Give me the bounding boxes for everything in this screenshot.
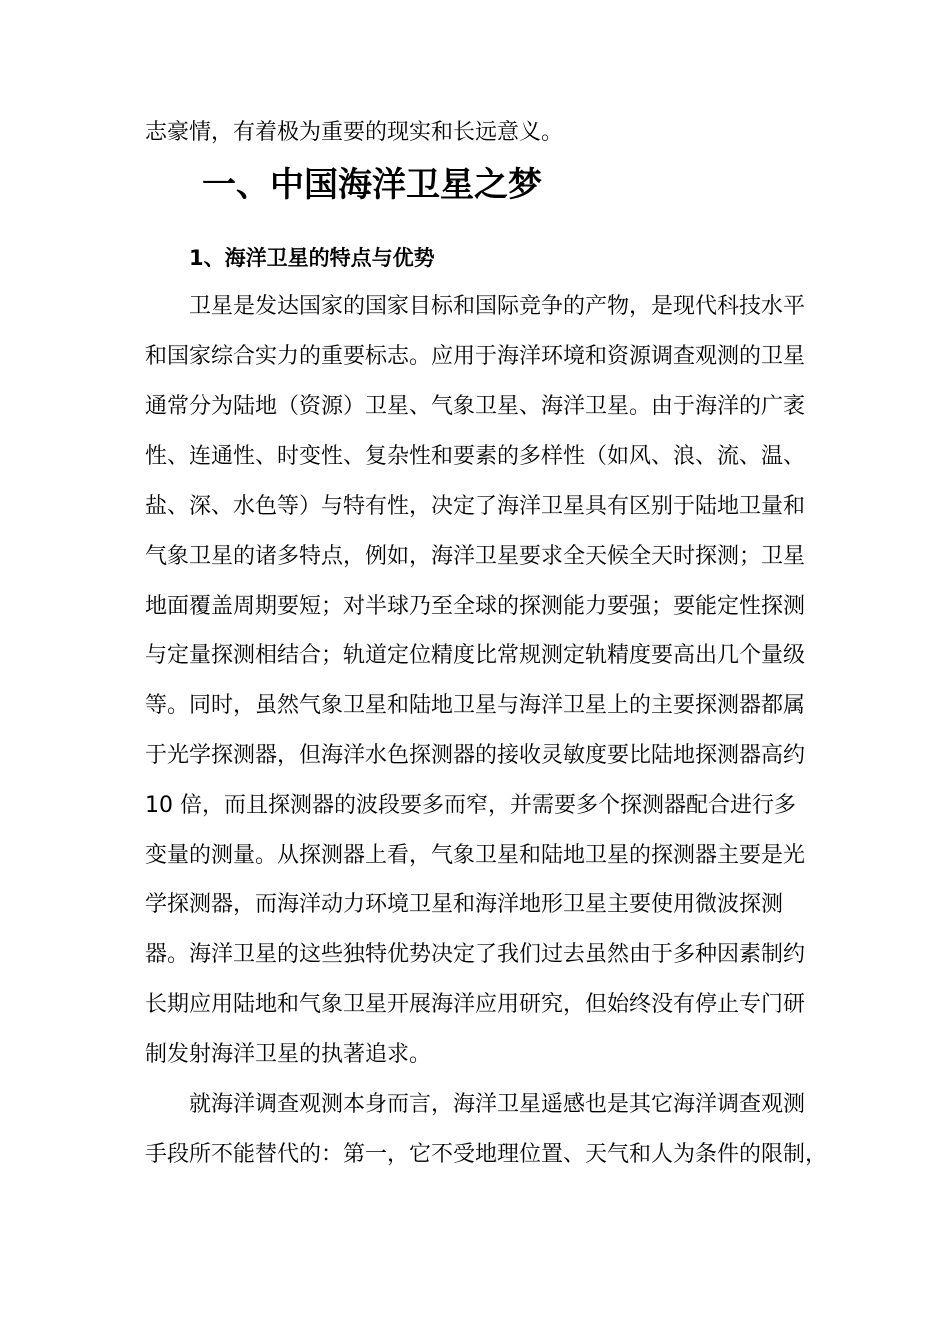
paragraph-line: 与定量探测相结合；轨道定位精度比常规测定轨精度要高出几个量级 [145, 643, 806, 668]
paragraph-line: 学探测器，而海洋动力环境卫星和海洋地形卫星主要使用微波探测 [145, 892, 784, 917]
paragraph-line: 制发射海洋卫星的执著追求。 [145, 1042, 432, 1067]
paragraph-line: 等。同时，虽然气象卫星和陆地卫星与海洋卫星上的主要探测器都属 [145, 693, 806, 718]
paragraph-line: 就海洋调查观测本身而言，海洋卫星遥感也是其它海洋调查观测 [189, 1092, 806, 1117]
subsection-heading: 1、海洋卫星的特点与优势 [189, 246, 435, 270]
paragraph-line: 于光学探测器，但海洋水色探测器的接收灵敏度要比陆地探测器高约 [145, 743, 806, 768]
paragraph-line: 10 倍，而且探测器的波段要多而窄，并需要多个探测器配合进行多 [145, 793, 796, 818]
paragraph-line: 和国家综合实力的重要标志。应用于海洋环境和资源调查观测的卫星 [145, 344, 806, 369]
paragraph-line: 通常分为陆地（资源）卫星、气象卫星、海洋卫星。由于海洋的广袤 [145, 394, 806, 419]
paragraph-line: 长期应用陆地和气象卫星开展海洋应用研究，但始终没有停止专门研 [145, 992, 806, 1017]
continuation-line: 志豪情，有着极为重要的现实和长远意义。 [145, 120, 564, 145]
paragraph-line: 手段所不能替代的：第一，它不受地理位置、天气和人为条件的限制， [145, 1142, 828, 1167]
paragraph-line: 盐、深、水色等）与特有性，决定了海洋卫星具有区别于陆地卫量和 [145, 494, 806, 519]
section-heading: 一、中国海洋卫星之梦 [202, 165, 542, 205]
paragraph-line: 性、连通性、时变性、复杂性和要素的多样性（如风、浪、流、温、 [145, 444, 806, 469]
paragraph-line: 变量的测量。从探测器上看，气象卫星和陆地卫星的探测器主要是光 [145, 843, 806, 868]
paragraph-line: 地面覆盖周期要短；对半球乃至全球的探测能力要强；要能定性探测 [145, 594, 806, 619]
paragraph-line: 器。海洋卫星的这些独特优势决定了我们过去虽然由于多种因素制约 [145, 942, 806, 967]
paragraph-line: 气象卫星的诸多特点，例如，海洋卫星要求全天候全天时探测；卫星 [145, 544, 806, 569]
paragraph-line: 卫星是发达国家的国家目标和国际竞争的产物，是现代科技水平 [189, 294, 806, 319]
